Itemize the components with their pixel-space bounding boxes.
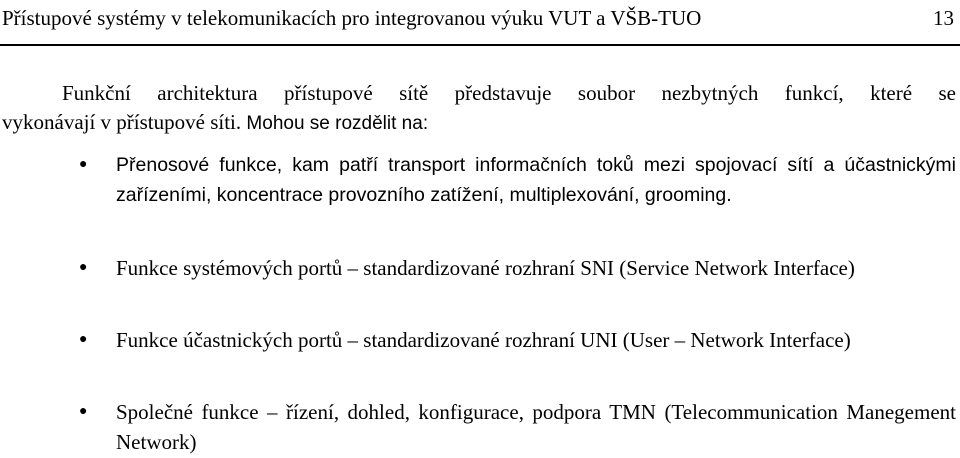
document-title: Přístupové systémy v telekomunikacích pro integrovanou výuku VUT a VŠB-TUO <box>2 6 702 30</box>
intro-line-2-sans: Mohou se rozdělit na: <box>241 113 429 134</box>
page-number: 13 <box>933 6 954 30</box>
intro-paragraph <box>2 79 956 138</box>
bullet-icon: ● <box>79 157 88 172</box>
bullet-icon: ● <box>79 260 88 275</box>
intro-line-2-serif: vykonávají v přístupové síti. <box>2 110 242 134</box>
list-item-text: Funkce systémových portů – standardizované rozhraní SNI (Service Network Interface) <box>116 256 855 280</box>
intro-line-1: Funkční architektura přístupové sítě představuje soubor nezbytných funkcí, které se <box>62 81 956 105</box>
list-item-text: Funkce účastnických portů – standardizované rozhraní UNI (User – Network Interface) <box>116 328 851 352</box>
list-item-text: Společné funkce – řízení, dohled, konfigurace, podpora TMN (Telecommunication Manegement Network) <box>116 400 956 454</box>
intro-line-2 <box>2 110 428 134</box>
bullet-icon: ● <box>79 332 88 347</box>
list-item-text: Přenosové funkce, kam patří transport informačních toků mezi spojovací sítí a účastnickými zařízeními, koncentrace provozního zatížení, multiplexování, grooming. <box>116 154 956 206</box>
page-header <box>0 0 960 46</box>
bullet-icon: ● <box>79 404 88 419</box>
